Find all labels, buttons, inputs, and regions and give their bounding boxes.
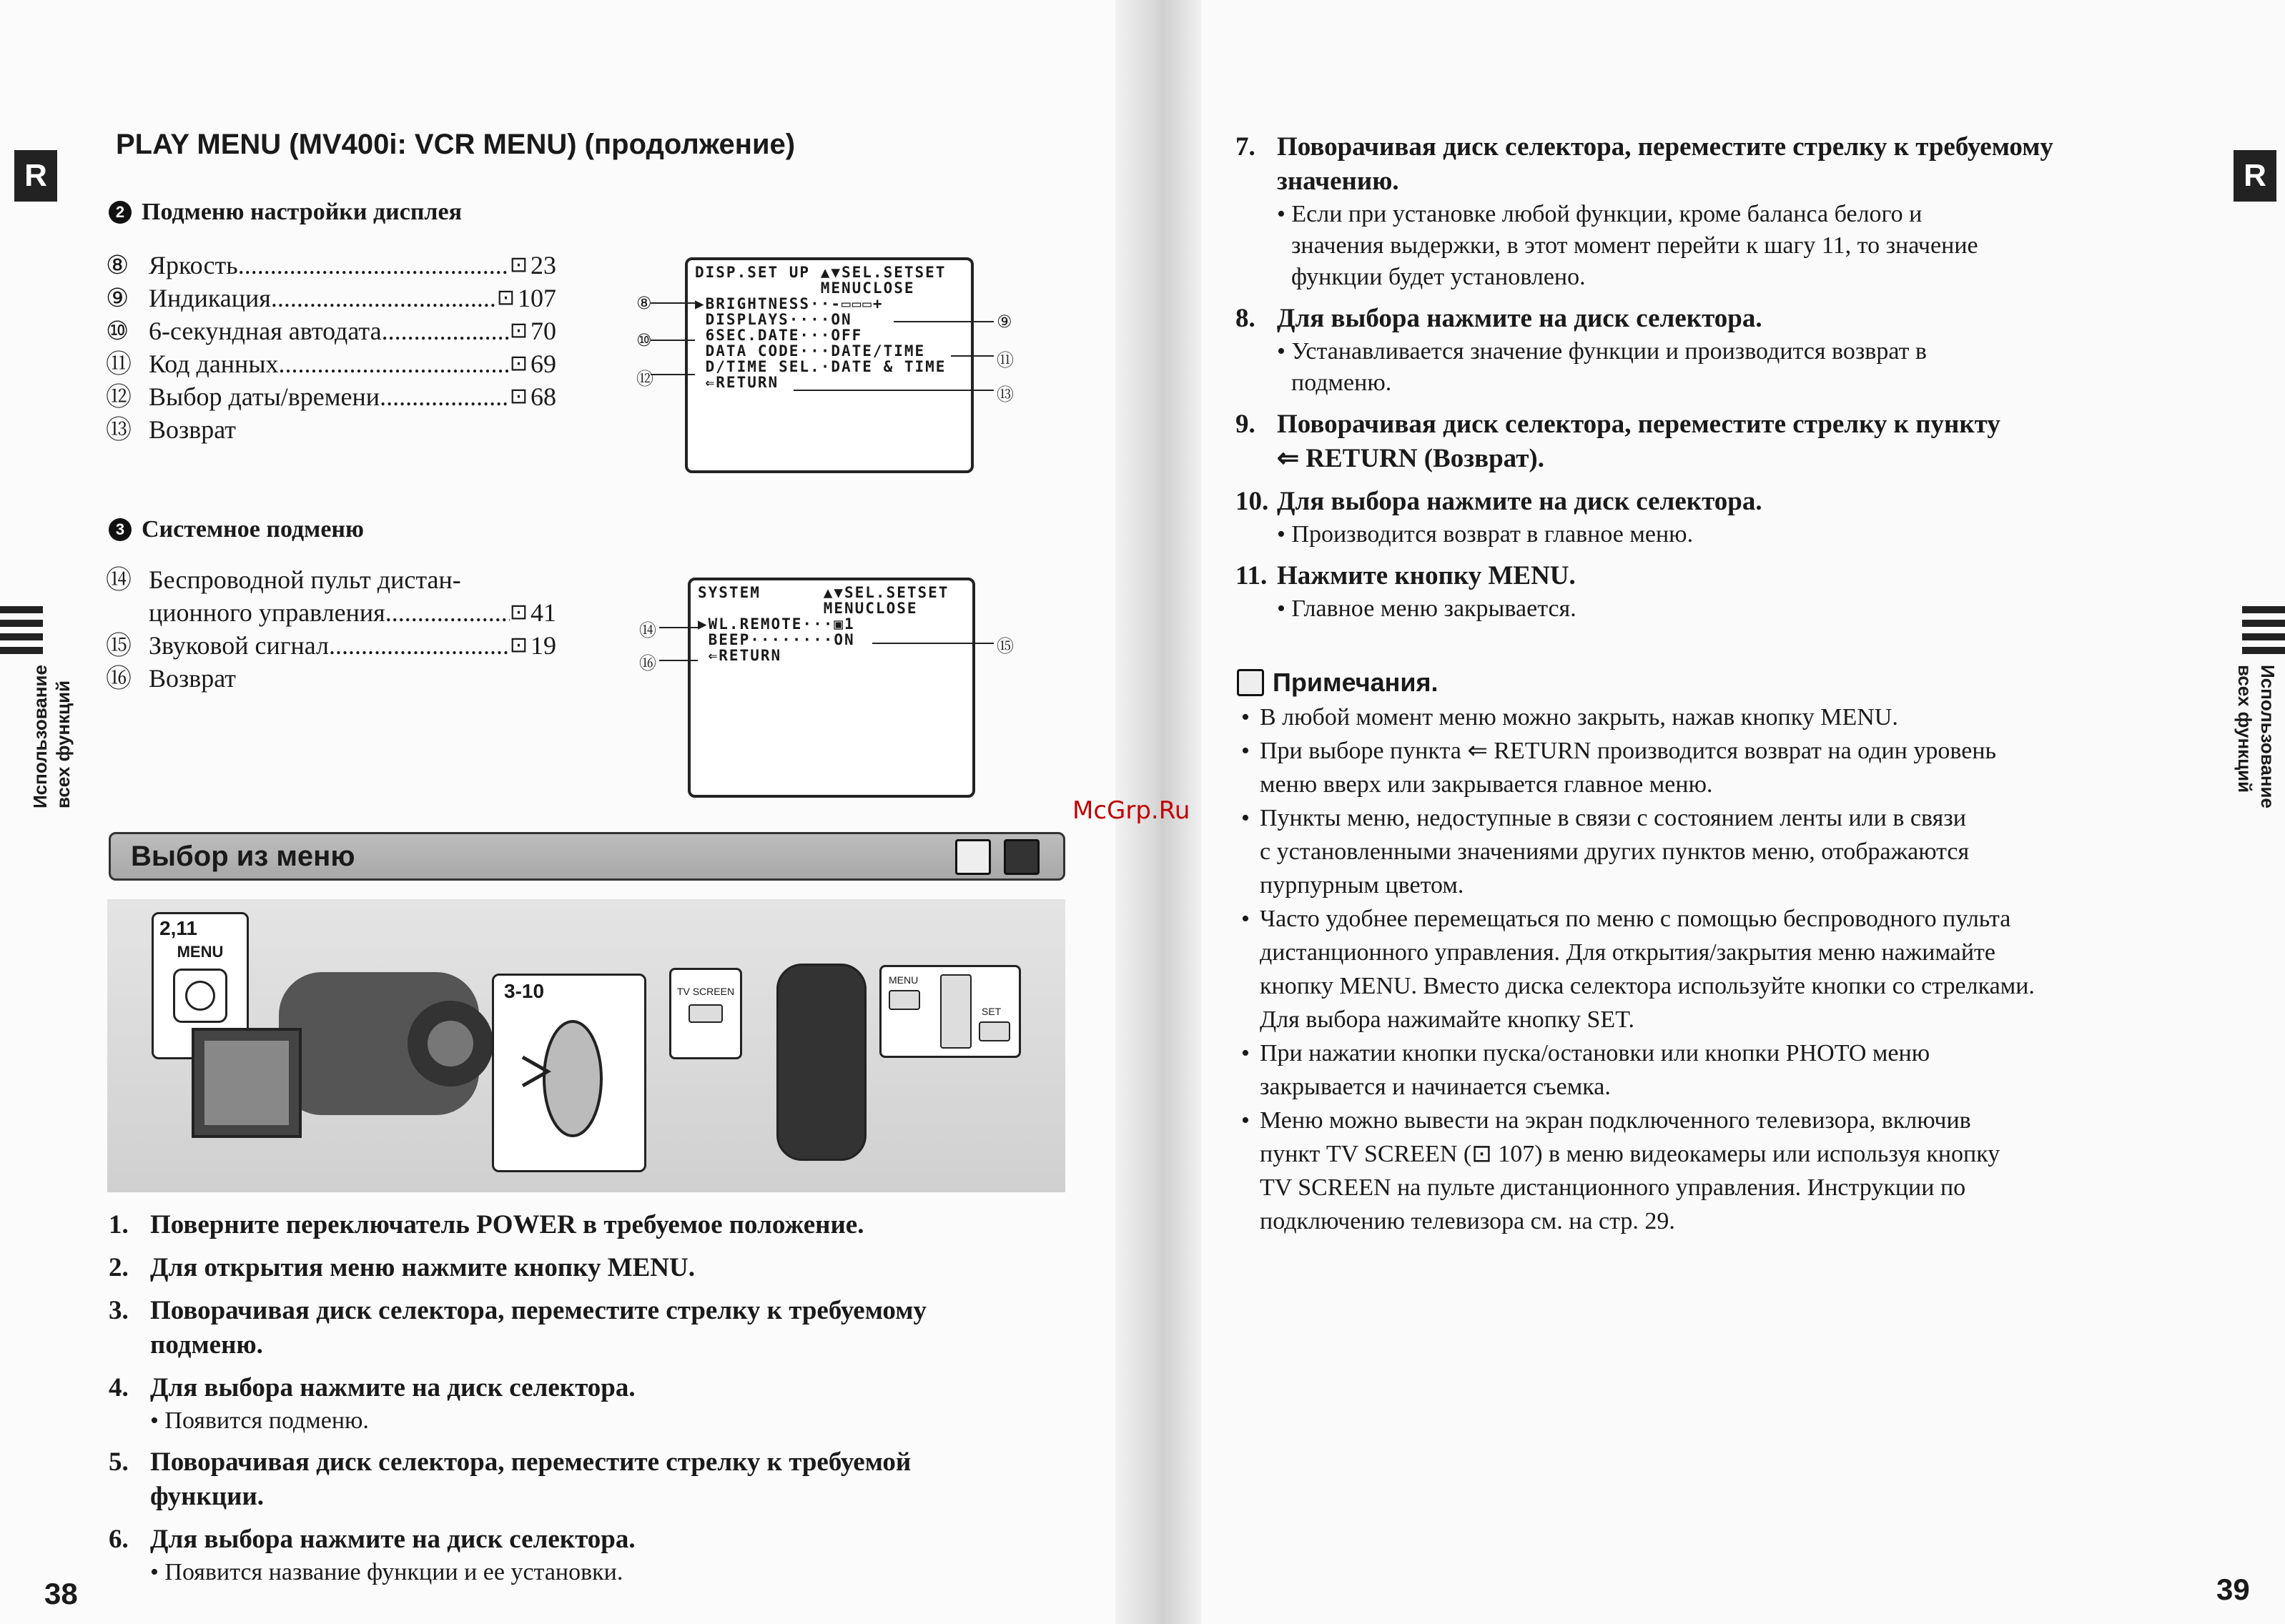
section-bar-title: Выбор из меню bbox=[131, 841, 355, 872]
display-submenu-heading bbox=[109, 199, 462, 226]
list-item: ⑮ Звуковой сигнал ..... ⊡ 19 bbox=[106, 629, 556, 662]
arrow-keys bbox=[940, 974, 972, 1049]
callout-11: ⑪ bbox=[997, 350, 1014, 370]
set-key bbox=[979, 1021, 1010, 1041]
list-item: 6. Для выбора нажмите на диск селектора. • Появится название функции и ее установки. bbox=[109, 1525, 636, 1585]
tv-screen-callout bbox=[669, 968, 742, 1059]
book-icon: ⊡ bbox=[496, 285, 515, 310]
remote-control-icon bbox=[776, 964, 867, 1161]
callout-12: ⑫ bbox=[636, 369, 653, 389]
list-item: ционного управления ..... ⊡ 41 bbox=[106, 596, 556, 629]
list-item: ⑬ Возврат bbox=[106, 415, 237, 444]
set-key-label: SET bbox=[982, 1006, 1002, 1017]
sidebar-label-left: Использование всех функций bbox=[29, 665, 74, 808]
page-title: PLAY MENU (MV400i: VCR MENU) (продолжение) bbox=[116, 129, 796, 160]
callout-8: ⑧ bbox=[636, 293, 652, 313]
list-item: • При выборе пункта ⇐ RETURN производится возврат на один уровень меню вверх или закрывается главное меню. bbox=[1241, 738, 1997, 798]
list-item: 10. Для выбора нажмите на диск селектора. • Производится возврат в главное меню. bbox=[1235, 487, 1762, 548]
note-icon bbox=[1237, 669, 1264, 696]
list-item: 2. Для открытия меню нажмите кнопку MENU. bbox=[109, 1253, 695, 1282]
list-item: • Часто удобнее перемещаться по меню с помощью беспроводного пульта дистанционного управления. Для открытия/закрытия меню нажимайте кнопку MENU. Вместо диска селектора используйте кнопки со стрелками. Для выбора нажимайте кнопку SET. bbox=[1241, 906, 2035, 1033]
book-icon: ⊡ bbox=[509, 600, 528, 625]
system-submenu-heading bbox=[109, 516, 364, 543]
list-item: 3. Поворачивая диск селектора, переместите стрелку к требуемому подменю. bbox=[109, 1296, 927, 1360]
sidebar-bars-right bbox=[2242, 606, 2285, 660]
list-item: ⑫ Выбор даты/времени ..... ⊡ 68 bbox=[106, 380, 556, 413]
left-steps-list bbox=[109, 1208, 1095, 1597]
list-item: 7. Поворачивая диск селектора, переместите стрелку к требуемому значению. • Если при установке любой функции, кроме баланса белого и значения выдержки, в этот момент перейти к шагу 11, то значение функции будет установлено. bbox=[1235, 132, 2053, 290]
section-tab-right: R bbox=[2234, 150, 2276, 202]
tv-screen-key bbox=[689, 1004, 723, 1023]
display-setup-screen: DISP.SET UP ▲▼SEL.SETSET MENUCLOSE ▶BRIGHTNESS··-▭▭▭+ DISPLAYS····ON 6SEC.DATE···OFF DATA CODE···DATE/TIME D/TIME SEL.·DATE & TIME ⇐RETURN bbox=[685, 257, 974, 473]
remote-keys-callout bbox=[879, 965, 1021, 1058]
right-steps-list bbox=[1235, 130, 2193, 633]
book-icon: ⊡ bbox=[509, 351, 528, 376]
list-item: • При нажатии кнопки пуска/остановки или кнопки PHOTO меню закрывается и начинается съемка. bbox=[1241, 1040, 1930, 1100]
display-submenu-list bbox=[106, 249, 556, 446]
display-callout-lines bbox=[615, 286, 1030, 407]
book-icon: ⊡ bbox=[509, 633, 528, 658]
list-item: 1. Поверните переключатель POWER в требуемое положение. bbox=[109, 1210, 864, 1239]
page-number-left: 38 bbox=[44, 1577, 78, 1610]
menu-label: MENU bbox=[177, 943, 224, 961]
list-item: • В любой момент меню можно закрыть, нажав кнопку MENU. bbox=[1241, 704, 1898, 731]
system-callout-lines bbox=[615, 615, 1030, 679]
list-item: ⑩ 6-секундная автодата ..... ⊡ 70 bbox=[106, 315, 556, 347]
list-item: ⑭ Беспроводной пульт дистан- bbox=[106, 565, 461, 594]
callout-16: ⑯ bbox=[639, 653, 656, 673]
list-item: 8. Для выбора нажмите на диск селектора. • Устанавливается значение функции и производится возврат в подменю. bbox=[1235, 304, 1927, 396]
callout-14: ⑭ bbox=[639, 620, 656, 640]
section-bar-menu-selection bbox=[109, 832, 1065, 881]
book-icon: ⊡ bbox=[509, 384, 528, 409]
section-tab-left: R bbox=[14, 150, 57, 202]
list-item: 4. Для выбора нажмите на диск селектора. • Появится подменю. bbox=[109, 1373, 636, 1434]
list-item: 9. Поворачивая диск селектора, переместите стрелку к пункту ⇐ RETURN (Возврат). bbox=[1235, 410, 2000, 473]
dial-steps-label: 3-10 bbox=[504, 980, 545, 1002]
notes-list bbox=[1241, 700, 2199, 1238]
heading-text: Подменю настройки дисплея bbox=[142, 199, 462, 225]
sidebar-bars-left bbox=[0, 606, 43, 660]
list-item: ⑪ Код данных ..... ⊡ 69 bbox=[106, 347, 556, 380]
callout-13: ⑬ bbox=[997, 385, 1014, 405]
camera-mode-icon bbox=[955, 839, 991, 875]
heading-number-badge: 3 bbox=[109, 518, 132, 541]
list-item: ⑨ Индикация ..... ⊡ 107 bbox=[106, 282, 556, 315]
watermark: McGrp.Ru bbox=[1072, 796, 1190, 825]
menu-key-label: MENU bbox=[889, 974, 919, 986]
menu-steps-label: 2,11 bbox=[159, 917, 197, 939]
heading-number-badge: 2 bbox=[109, 201, 132, 224]
menu-key bbox=[889, 990, 920, 1010]
heading-text: Системное подменю bbox=[142, 516, 364, 543]
notes-heading: Примечания. bbox=[1237, 668, 1438, 698]
selector-dial-callout bbox=[492, 974, 646, 1172]
list-item: 11. Нажмите кнопку MENU. • Главное меню закрывается. bbox=[1235, 561, 1576, 622]
callout-9: ⑨ bbox=[997, 312, 1012, 332]
list-item: • Меню можно вывести на экран подключенного телевизора, включив пункт TV SCREEN (⊡ 107) в меню видеокамеры или используя кнопку TV SCREEN на пульте дистанционного управления. Инструкции по подключению телевизора см. на стр. 29. bbox=[1241, 1107, 2000, 1234]
system-screen: SYSTEM ▲▼SEL.SETSET MENUCLOSE ▶WL.REMOTE···▣1 BEEP········ON ⇐RETURN bbox=[688, 578, 975, 798]
callout-15: ⑮ bbox=[997, 636, 1014, 656]
book-icon: ⊡ bbox=[509, 252, 528, 277]
tape-mode-icon bbox=[1004, 839, 1040, 875]
callout-10: ⑩ bbox=[636, 330, 652, 350]
book-icon: ⊡ bbox=[509, 318, 528, 343]
list-item: 5. Поворачивая диск селектора, переместите стрелку к требуемой функции. bbox=[109, 1447, 912, 1511]
page-number-right: 39 bbox=[2216, 1573, 2250, 1606]
list-item: • Пункты меню, недоступные в связи с состоянием ленты или в связи с установленными значениями других пунктов меню, отображаются пурпурным цветом. bbox=[1241, 805, 1970, 898]
list-item: ⑧ Яркость ..... ⊡ 23 bbox=[106, 249, 556, 282]
tv-screen-label: TV SCREEN bbox=[676, 986, 735, 997]
camcorder-drawing bbox=[172, 944, 515, 1172]
selector-dial-icon bbox=[494, 1007, 637, 1150]
system-submenu-list bbox=[106, 563, 556, 695]
list-item: ⑯ Возврат bbox=[106, 664, 237, 693]
sidebar-label-right: Использование всех функций bbox=[2234, 665, 2279, 808]
